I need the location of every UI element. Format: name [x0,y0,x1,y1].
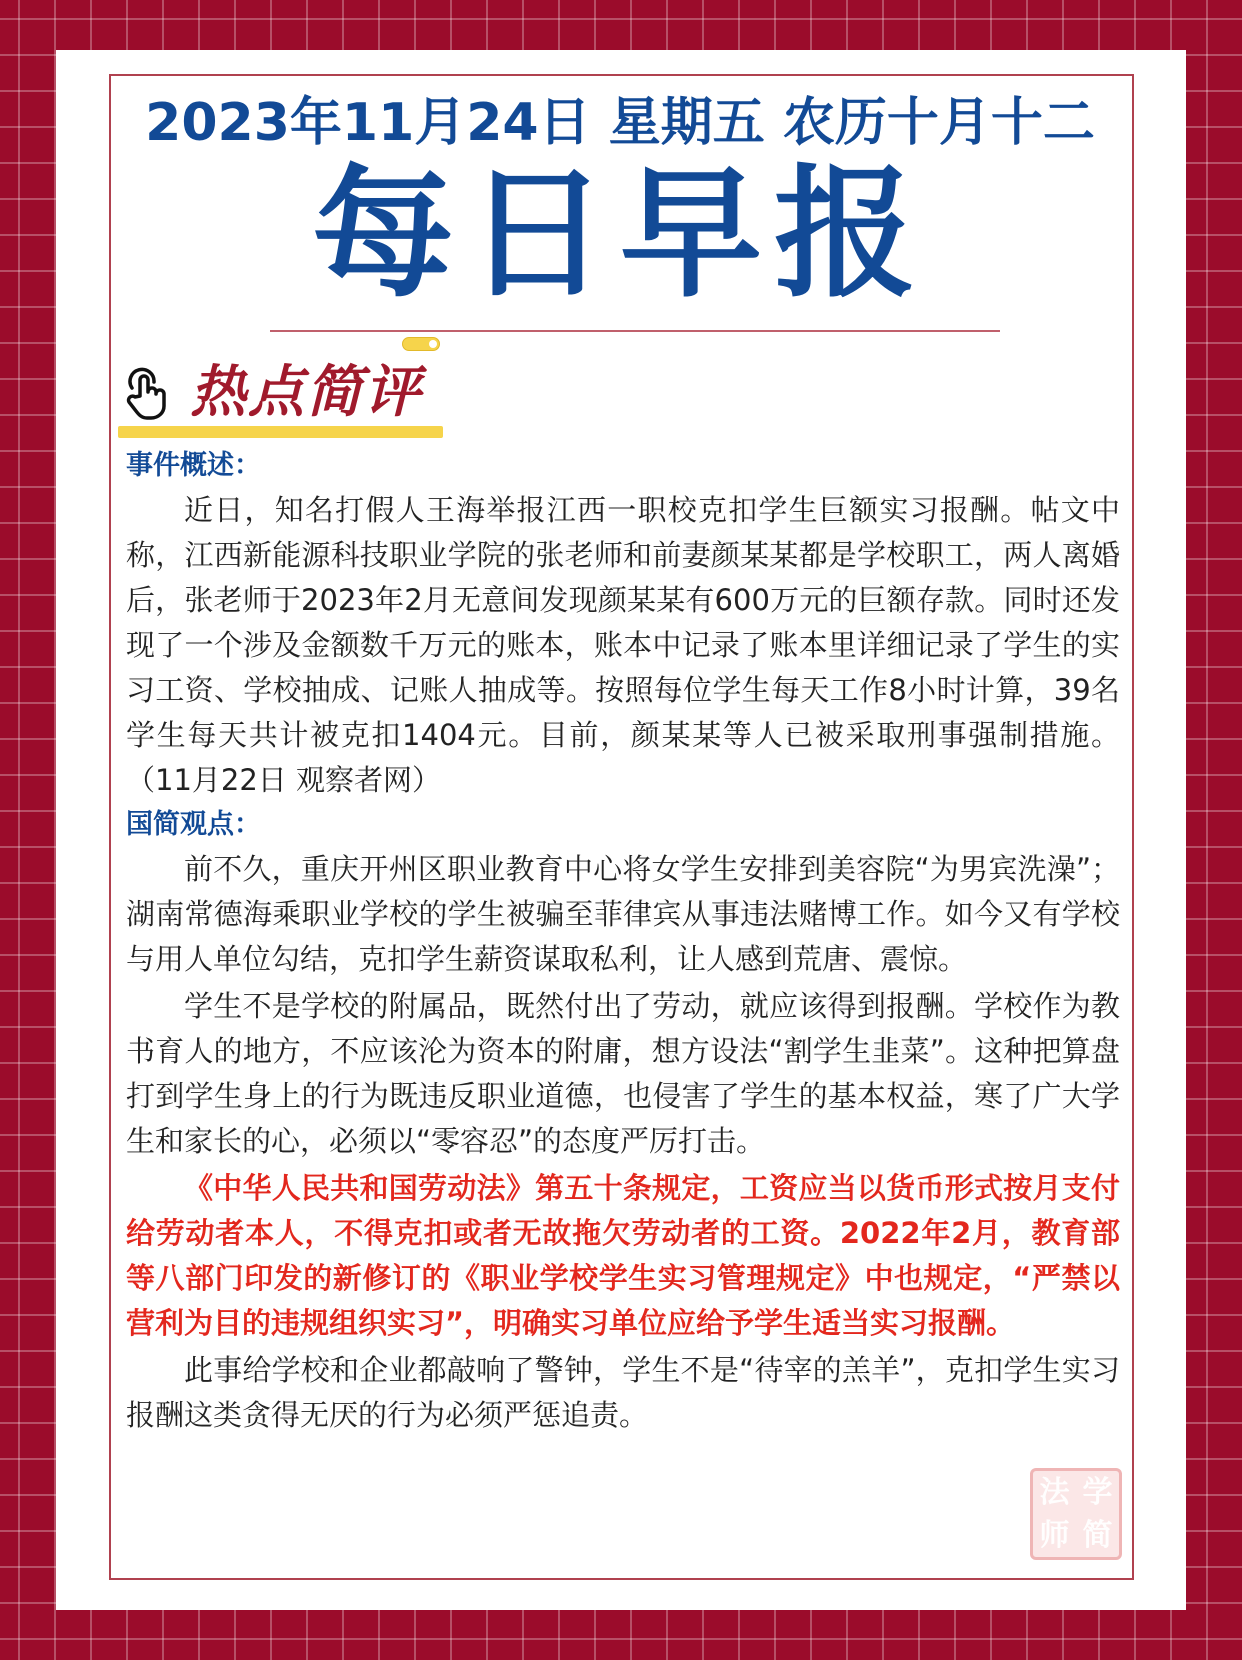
section-title: 热点简评 [190,360,422,425]
title-divider [270,330,1000,332]
seal-char: 学 [1082,1475,1113,1510]
toggle-decoration [402,337,440,351]
opinion-paragraph-law: 《中华人民共和国劳动法》第五十条规定，工资应当以货币形式按月支付给劳动者本人，不得克扣或者无故拖欠劳动者的工资。2022年2月，教育部等八部门印发的新修订的《职业学校学生实习管理规定》中也规定，“严禁以营利为目的违规组织实习”，明确实习单位应给予学生适当实习报酬。 [126,1171,1120,1340]
article-body [126,444,1120,1438]
opinion-label: 国简观点： [126,809,261,840]
event-paragraph: 近日，知名打假人王海举报江西一职校克扣学生巨额实习报酬。帖文中称，江西新能源科技职业学院的张老师和前妻颜某某都是学校职工，两人离婚后，张老师于2023年2月无意间发现颜某某有600万元的巨额存款。同时还发现了一个涉及金额数千万元的账本，账本中记录了账本里详细记录了学生的实习工资、学校抽成、记账人抽成等。按照每位学生每天工作8小时计算，39名学生每天共计被克扣1404元。目前，颜某某等人已被采取刑事强制措施。（11月22日 观察者网） [126,493,1120,797]
seal-char: 法 [1039,1475,1070,1510]
opinion-paragraph-4: 此事给学校和企业都敲响了警钟，学生不是“待宰的羔羊”，克扣学生实习报酬这类贪得无厌的行为必须严惩追责。 [126,1353,1120,1432]
page-title: 每日早报 [312,152,928,317]
date-line: 2023年11月24日 星期五 农历十月十二 [145,93,1095,153]
seal-char: 师 [1039,1518,1070,1553]
hand-tap-icon [122,366,174,420]
opinion-paragraph-1: 前不久，重庆开州区职业教育中心将女学生安排到美容院“为男宾洗澡”；湖南常德海乘职业学校的学生被骗至菲律宾从事违法赌博工作。如今又有学校与用人单位勾结，克扣学生薪资谋取私利，让人感到荒唐、震惊。 [126,852,1120,976]
seal-char: 简 [1082,1518,1113,1553]
opinion-paragraph-2: 学生不是学校的附属品，既然付出了劳动，就应该得到报酬。学校作为教书育人的地方，不应该沦为资本的附庸，想方设法“割学生韭菜”。这种把算盘打到学生身上的行为既违反职业道德，也侵害了学生的基本权益，寒了广大学生和家长的心，必须以“零容忍”的态度严厉打击。 [126,989,1120,1158]
watermark-seal [1030,1468,1122,1560]
event-label: 事件概述： [126,450,261,481]
section-title-underline [118,426,443,438]
